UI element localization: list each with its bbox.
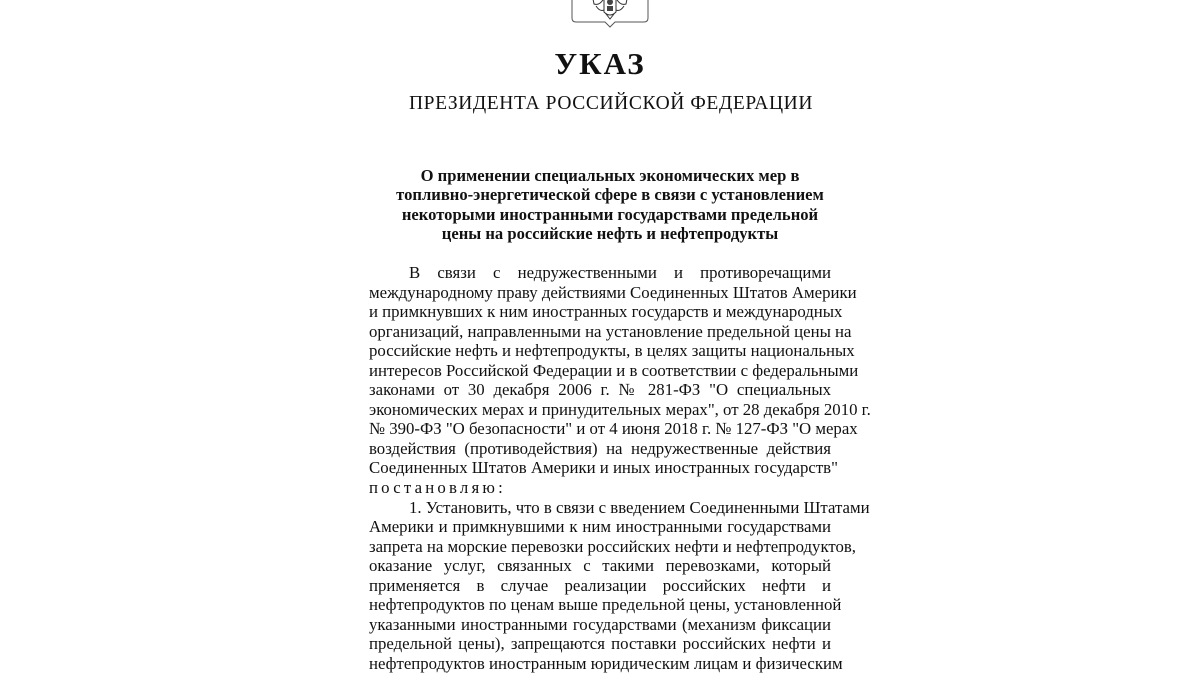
clause-1-line: применяется в случае реализации российских нефти и xyxy=(369,575,831,595)
document-title: УКАЗ xyxy=(554,46,646,81)
clause-1-line: Америки и примкнувшими к ним иностранными государствами xyxy=(369,517,831,537)
preamble-line: Соединенных Штатов Америки и иных иностранных государств" xyxy=(369,458,838,478)
heading-line: некоторыми иностранными государствами предельной xyxy=(401,204,819,224)
preamble-line: воздействия (противодействия) на недружественные действия xyxy=(369,438,831,458)
heading-line: О применении специальных экономических мер в xyxy=(420,166,800,185)
clause-1-line: оказание услуг, связанных с такими перевозками, который xyxy=(369,556,831,576)
decree-word: постановляю: xyxy=(369,478,506,498)
heading-line: цены на российские нефть и нефтепродукты xyxy=(441,223,779,243)
coat-of-arms-emblem xyxy=(570,0,650,28)
clause-1-line: указанными иностранными государствами (механизм фиксации xyxy=(369,614,831,634)
clause-1-line: нефтепродуктов по ценам выше предельной цены, установленной xyxy=(369,595,842,615)
clause-1-line: предельной цены), запрещаются поставки российских нефти и xyxy=(369,634,831,654)
preamble-line: интересов Российской Федерации и в соответствии с федеральными xyxy=(369,360,859,380)
preamble-line: российские нефть и нефтепродукты, в целях защиты национальных xyxy=(369,341,855,361)
heading-line: топливно-энергетической сфере в связи с установлением xyxy=(396,185,824,205)
preamble-line: законами от 30 декабря 2006 г. № 281-ФЗ "О специальных xyxy=(369,380,831,400)
preamble-line: № 390-ФЗ "О безопасности" и от 4 июня 2018 г. № 127-ФЗ "О мерах xyxy=(369,419,858,439)
clause-1-line: нефтепродуктов иностранным юридическим лицам и физическим xyxy=(369,653,843,673)
clause-1-line: запрета на морские перевозки российских нефти и нефтепродуктов, xyxy=(369,536,857,556)
preamble-line: В связи с недружественными и противоречащими xyxy=(409,263,831,282)
clause-1-line: 1. Установить, что в связи с введением Соединенными Штатами xyxy=(409,497,870,517)
preamble-line: международному праву действиями Соединенных Штатов Америки xyxy=(369,282,857,302)
preamble-line: и примкнувших к ним иностранных государств и международных xyxy=(369,302,843,322)
decree-heading xyxy=(370,166,850,243)
preamble-line: организаций, направленными на установление предельной цены на xyxy=(369,321,852,341)
emblem-icon xyxy=(570,0,650,28)
decree-body xyxy=(369,263,871,673)
preamble-line: экономических мерах и принудительных мерах", от 28 декабря 2010 г. xyxy=(369,399,871,419)
document-subtitle: ПРЕЗИДЕНТА РОССИЙСКОЙ ФЕДЕРАЦИИ xyxy=(408,93,814,114)
